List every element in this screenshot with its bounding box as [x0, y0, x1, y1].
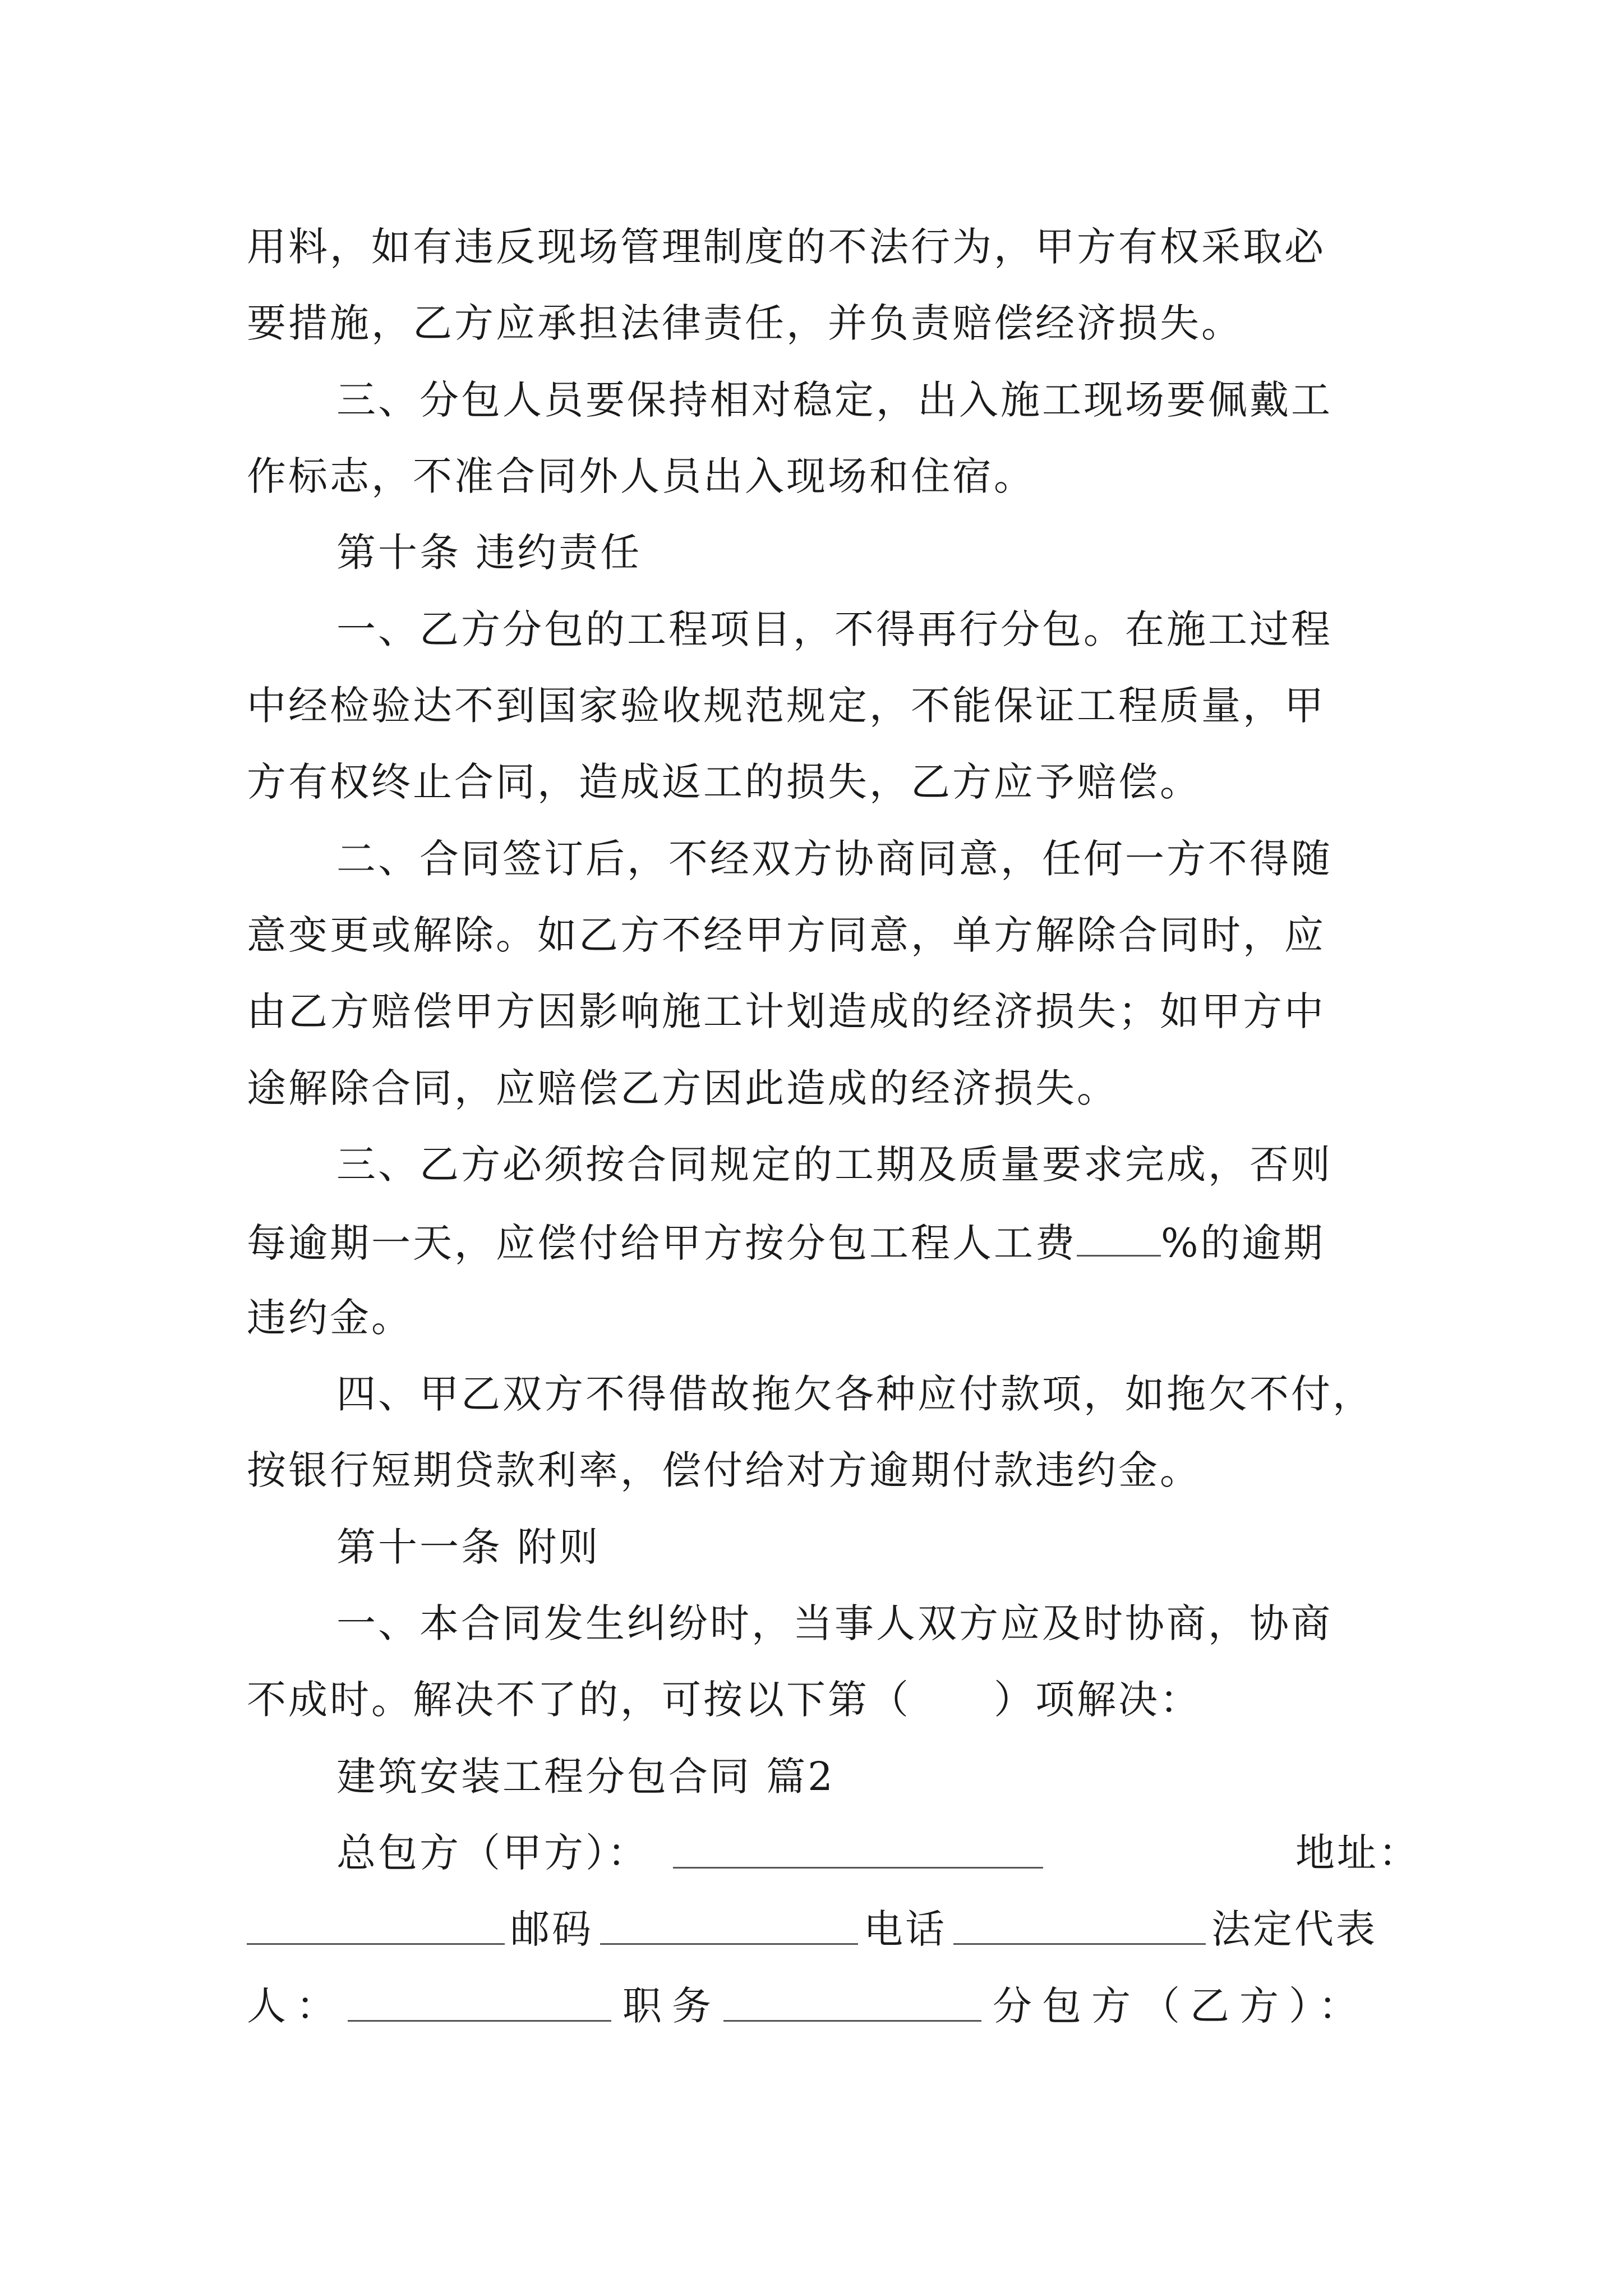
address-field[interactable]	[247, 1904, 505, 1945]
phone-field[interactable]	[953, 1904, 1206, 1945]
paragraph-line: 不成时。解决不了的，可按以下第（ ）项解决：	[247, 1677, 1201, 1723]
paragraph-line: 四、甲乙双方不得借故拖欠各种应付款项，如拖欠不付，	[336, 1371, 1374, 1417]
paragraph-line: 三、乙方必须按合同规定的工期及质量要求完成，否则	[336, 1142, 1332, 1188]
paragraph-line: 方有权终止合同，造成返工的损失，乙方应予赔偿。	[247, 759, 1201, 805]
form-line	[247, 1981, 1385, 2031]
subcontractor-label: 分包方（乙方）：	[993, 1983, 1368, 2029]
legal-rep-label-cont: 人：	[247, 1983, 345, 2029]
paragraph-line: 途解除合同，应赔偿乙方因此造成的经济损失。	[247, 1065, 1118, 1111]
address-label: 地址：	[1295, 1830, 1420, 1876]
postcode-label: 邮码	[510, 1906, 593, 1952]
paragraph-line: 要措施，乙方应承担法律责任，并负责赔偿经济损失。	[247, 300, 1243, 346]
phone-label: 电话	[864, 1906, 947, 1952]
paragraph-line: 用料，如有违反现场管理制度的不法行为，甲方有权采取必	[247, 224, 1326, 270]
legal-rep-field[interactable]	[348, 1981, 611, 2022]
legal-rep-label: 法定代表	[1211, 1906, 1377, 1952]
paragraph-line: 三、分包人员要保持相对稳定，出入施工现场要佩戴工	[336, 377, 1332, 423]
postcode-field[interactable]	[600, 1904, 858, 1945]
general-contractor-field[interactable]	[673, 1828, 1043, 1869]
paragraph-line: 二、合同签订后，不经双方协商同意，任何一方不得随	[336, 836, 1332, 882]
section-heading: 第十条 违约责任	[336, 530, 642, 576]
form-line	[336, 1828, 1420, 1878]
paragraph-line: 按银行短期贷款利率，偿付给对方逾期付款违约金。	[247, 1447, 1201, 1493]
line-text: 每逾期一天，应偿付给甲方按分包工程人工费	[247, 1220, 1077, 1266]
paragraph-line: 一、乙方分包的工程项目，不得再行分包。在施工过程	[336, 606, 1332, 652]
paragraph-line: 一、本合同发生纠纷时，当事人双方应及时协商，协商	[336, 1600, 1332, 1646]
paragraph-line: 由乙方赔偿甲方因影响施工计划造成的经济损失；如甲方中	[247, 988, 1326, 1034]
paragraph-line: 中经检验达不到国家验收规范规定，不能保证工程质量，甲	[247, 683, 1326, 729]
form-line	[247, 1904, 1385, 1954]
line-text: %的逾期	[1161, 1220, 1325, 1266]
position-field[interactable]	[723, 1981, 981, 2022]
paragraph-line	[247, 1216, 1385, 1266]
position-label: 职务	[623, 1983, 721, 2029]
paragraph-line: 意变更或解除。如乙方不经甲方同意，单方解除合同时，应	[247, 912, 1326, 958]
section-heading: 第十一条 附则	[336, 1524, 601, 1570]
document-title: 建筑安装工程分包合同 篇2	[336, 1754, 835, 1800]
general-contractor-label: 总包方（甲方）：	[336, 1830, 649, 1876]
blank-percentage[interactable]	[1077, 1216, 1161, 1257]
paragraph-line: 违约金。	[247, 1295, 413, 1341]
paragraph-line: 作标志，不准合同外人员出入现场和住宿。	[247, 453, 1035, 499]
